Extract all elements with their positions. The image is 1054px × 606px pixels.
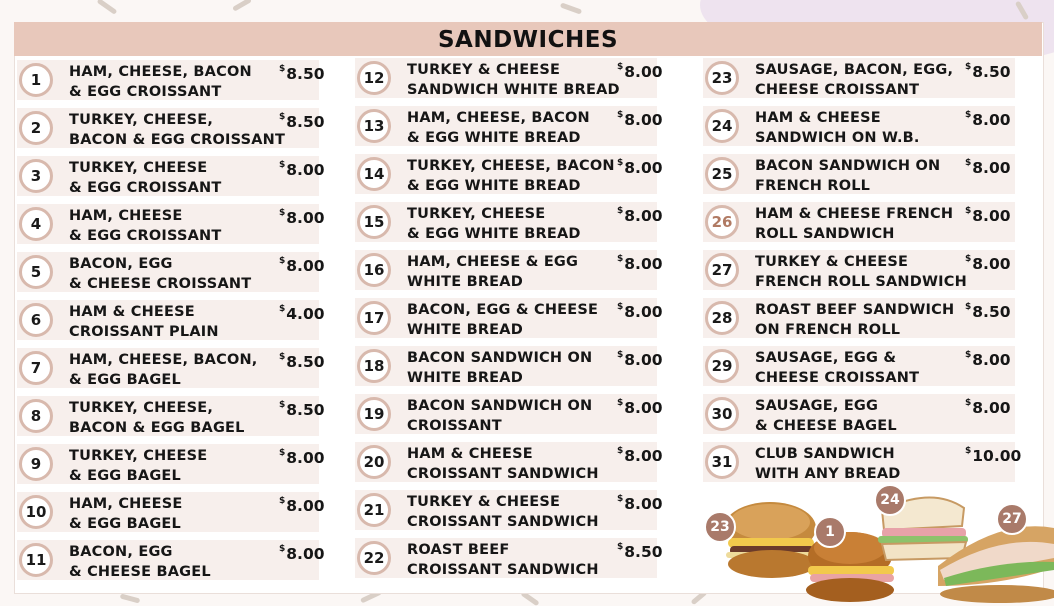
item-name: BACON SANDWICH ON WHITE BREAD — [407, 350, 593, 386]
menu-item — [355, 250, 663, 290]
menu-item — [703, 250, 1015, 290]
menu-item — [17, 204, 325, 244]
price-value: 8.00 — [624, 159, 663, 177]
price-value: 8.00 — [286, 209, 325, 227]
menu-item — [355, 394, 663, 434]
item-price — [279, 448, 325, 467]
menu-item — [17, 492, 325, 532]
section-title: SANDWICHES — [437, 27, 619, 53]
price-value: 8.00 — [624, 399, 663, 417]
currency-symbol: $ — [279, 64, 286, 74]
currency-symbol: $ — [279, 208, 286, 218]
item-number: 7 — [19, 351, 53, 385]
menu-item — [355, 346, 663, 386]
item-number: 3 — [19, 159, 53, 193]
item-name: TURKEY & CHEESE SANDWICH WHITE BREAD — [407, 62, 620, 98]
item-number: 21 — [357, 493, 391, 527]
menu-item — [17, 444, 325, 484]
section-header — [14, 22, 1042, 56]
currency-symbol: $ — [279, 448, 286, 458]
price-value: 8.00 — [972, 207, 1011, 225]
item-price — [617, 446, 663, 465]
item-number: 6 — [19, 303, 53, 337]
menu-item — [355, 490, 663, 530]
item-name: HAM & CHEESE CROISSANT SANDWICH — [407, 446, 599, 482]
item-price — [279, 112, 325, 131]
sprinkle-decoration — [560, 2, 582, 14]
price-value: 8.50 — [972, 63, 1011, 81]
item-number: 13 — [357, 109, 391, 143]
currency-symbol: $ — [965, 254, 972, 264]
item-price — [617, 62, 663, 81]
currency-symbol: $ — [279, 400, 286, 410]
item-name: TURKEY, CHEESE, BACON & EGG CROISSANT — [69, 112, 286, 148]
item-name: CLUB SANDWICH WITH ANY BREAD — [755, 446, 901, 482]
item-price — [617, 350, 663, 369]
item-number: 26 — [705, 205, 739, 239]
currency-symbol: $ — [617, 494, 624, 504]
item-name: HAM & CHEESE SANDWICH ON W.B. — [755, 110, 920, 146]
item-number: 17 — [357, 301, 391, 335]
sandwich-23-photo — [724, 502, 816, 578]
item-price — [617, 206, 663, 225]
currency-symbol: $ — [279, 304, 286, 314]
item-price — [965, 398, 1011, 417]
photo-badge-23: 23 — [704, 511, 736, 543]
item-number: 19 — [357, 397, 391, 431]
item-number: 5 — [19, 255, 53, 289]
item-name: HAM, CHEESE, BACON & EGG WHITE BREAD — [407, 110, 590, 146]
item-name: BACON, EGG & CHEESE WHITE BREAD — [407, 302, 599, 338]
item-price — [279, 400, 325, 419]
item-name: SAUSAGE, BACON, EGG, CHEESE CROISSANT — [755, 62, 954, 98]
item-price — [965, 206, 1011, 225]
item-name: HAM, CHEESE & EGG WHITE BREAD — [407, 254, 579, 290]
item-name: ROAST BEEF SANDWICH ON FRENCH ROLL — [755, 302, 955, 338]
item-number: 27 — [705, 253, 739, 287]
item-number: 20 — [357, 445, 391, 479]
price-value: 8.00 — [624, 351, 663, 369]
menu-item — [355, 442, 663, 482]
currency-symbol: $ — [965, 398, 972, 408]
item-price — [965, 110, 1011, 129]
item-number: 11 — [19, 543, 53, 577]
price-value: 8.00 — [624, 255, 663, 273]
item-name: HAM & CHEESE FRENCH ROLL SANDWICH — [755, 206, 954, 242]
currency-symbol: $ — [617, 110, 624, 120]
item-name: BACON SANDWICH ON CROISSANT — [407, 398, 593, 434]
item-number: 8 — [19, 399, 53, 433]
currency-symbol: $ — [617, 446, 624, 456]
menu-item — [17, 60, 325, 100]
item-price — [279, 304, 325, 323]
menu-item — [17, 348, 325, 388]
item-price — [617, 110, 663, 129]
item-price — [279, 208, 325, 227]
menu-item — [17, 252, 325, 292]
item-price — [617, 542, 663, 561]
price-value: 8.00 — [972, 399, 1011, 417]
price-value: 8.00 — [972, 255, 1011, 273]
item-number: 31 — [705, 445, 739, 479]
currency-symbol: $ — [279, 160, 286, 170]
item-number: 15 — [357, 205, 391, 239]
menu-item — [703, 106, 1015, 146]
menu-item — [703, 394, 1015, 434]
item-number: 9 — [19, 447, 53, 481]
item-name: HAM, CHEESE, BACON, & EGG BAGEL — [69, 352, 258, 388]
price-value: 8.50 — [624, 543, 663, 561]
currency-symbol: $ — [279, 256, 286, 266]
menu-item — [703, 298, 1015, 338]
currency-symbol: $ — [279, 544, 286, 554]
item-name: BACON SANDWICH ON FRENCH ROLL — [755, 158, 941, 194]
menu-item — [355, 298, 663, 338]
price-value: 8.50 — [286, 65, 325, 83]
menu-item — [703, 346, 1015, 386]
item-price — [617, 158, 663, 177]
price-value: 8.00 — [972, 351, 1011, 369]
menu-item — [17, 396, 325, 436]
item-price — [965, 62, 1011, 81]
price-value: 8.00 — [286, 257, 325, 275]
currency-symbol: $ — [965, 110, 972, 120]
photo-badge-24: 24 — [874, 484, 906, 516]
price-value: 8.00 — [286, 545, 325, 563]
price-value: 8.00 — [972, 111, 1011, 129]
item-name: HAM, CHEESE, BACON & EGG CROISSANT — [69, 64, 252, 100]
item-name: BACON, EGG & CHEESE BAGEL — [69, 544, 211, 580]
item-number: 12 — [357, 61, 391, 95]
menu-item — [17, 108, 325, 148]
menu-item — [703, 58, 1015, 98]
item-price — [617, 398, 663, 417]
item-number: 18 — [357, 349, 391, 383]
currency-symbol: $ — [965, 62, 972, 72]
currency-symbol: $ — [617, 158, 624, 168]
currency-symbol: $ — [965, 206, 972, 216]
currency-symbol: $ — [965, 446, 972, 456]
item-name: SAUSAGE, EGG & CHEESE BAGEL — [755, 398, 897, 434]
item-name: TURKEY, CHEESE, BACON & EGG BAGEL — [69, 400, 245, 436]
item-price — [279, 64, 325, 83]
item-name: TURKEY & CHEESE FRENCH ROLL SANDWICH — [755, 254, 967, 290]
menu-item — [17, 540, 325, 580]
item-price — [617, 254, 663, 273]
menu-item — [355, 538, 663, 578]
price-value: 4.00 — [286, 305, 325, 323]
sprinkle-decoration — [97, 0, 118, 15]
item-name: SAUSAGE, EGG & CHEESE CROISSANT — [755, 350, 920, 386]
item-price — [965, 350, 1011, 369]
currency-symbol: $ — [279, 496, 286, 506]
sprinkle-decoration — [232, 0, 252, 12]
price-value: 8.00 — [972, 159, 1011, 177]
menu-item — [355, 154, 663, 194]
item-number: 16 — [357, 253, 391, 287]
photo-badge-27: 27 — [996, 503, 1028, 535]
currency-symbol: $ — [965, 350, 972, 360]
currency-symbol: $ — [617, 254, 624, 264]
price-value: 8.00 — [624, 303, 663, 321]
currency-symbol: $ — [617, 350, 624, 360]
currency-symbol: $ — [279, 112, 286, 122]
menu-item — [703, 154, 1015, 194]
item-number: 2 — [19, 111, 53, 145]
item-number: 28 — [705, 301, 739, 335]
price-value: 8.00 — [624, 495, 663, 513]
item-name: HAM, CHEESE & EGG CROISSANT — [69, 208, 222, 244]
menu-item — [355, 106, 663, 146]
currency-symbol: $ — [617, 542, 624, 552]
price-value: 8.00 — [286, 449, 325, 467]
item-price — [279, 496, 325, 515]
photo-badge-1: 1 — [814, 516, 846, 548]
menu-item — [17, 300, 325, 340]
currency-symbol: $ — [965, 302, 972, 312]
price-value: 8.00 — [624, 207, 663, 225]
item-price — [279, 544, 325, 563]
currency-symbol: $ — [617, 302, 624, 312]
item-name: TURKEY, CHEESE, BACON & EGG WHITE BREAD — [407, 158, 615, 194]
item-number: 24 — [705, 109, 739, 143]
item-price — [279, 352, 325, 371]
menu-item — [355, 202, 663, 242]
item-price — [279, 256, 325, 275]
item-price — [965, 158, 1011, 177]
item-name: HAM & CHEESE CROISSANT PLAIN — [69, 304, 219, 340]
price-value: 8.00 — [286, 161, 325, 179]
item-name: TURKEY, CHEESE & EGG CROISSANT — [69, 160, 222, 196]
item-number: 4 — [19, 207, 53, 241]
item-name: TURKEY & CHEESE CROISSANT SANDWICH — [407, 494, 599, 530]
price-value: 8.50 — [286, 113, 325, 131]
item-price — [617, 302, 663, 321]
price-value: 8.00 — [286, 497, 325, 515]
item-number: 30 — [705, 397, 739, 431]
item-number: 14 — [357, 157, 391, 191]
currency-symbol: $ — [617, 62, 624, 72]
item-number: 23 — [705, 61, 739, 95]
item-number: 10 — [19, 495, 53, 529]
price-value: 8.50 — [286, 353, 325, 371]
sprinkle-decoration — [120, 593, 141, 603]
price-value: 10.00 — [972, 447, 1022, 465]
menu-item — [703, 202, 1015, 242]
price-value: 8.50 — [972, 303, 1011, 321]
item-number: 29 — [705, 349, 739, 383]
menu-item — [355, 58, 663, 98]
item-price — [965, 446, 1021, 465]
item-price — [617, 494, 663, 513]
item-price — [279, 160, 325, 179]
menu-item — [17, 156, 325, 196]
price-value: 8.00 — [624, 63, 663, 81]
item-name: HAM, CHEESE & EGG BAGEL — [69, 496, 183, 532]
item-number: 1 — [19, 63, 53, 97]
currency-symbol: $ — [617, 206, 624, 216]
item-name: ROAST BEEF CROISSANT SANDWICH — [407, 542, 599, 578]
currency-symbol: $ — [965, 158, 972, 168]
item-name: TURKEY, CHEESE & EGG WHITE BREAD — [407, 206, 581, 242]
currency-symbol: $ — [279, 352, 286, 362]
item-number: 22 — [357, 541, 391, 575]
item-name: TURKEY, CHEESE & EGG BAGEL — [69, 448, 208, 484]
item-name: BACON, EGG & CHEESE CROISSANT — [69, 256, 252, 292]
price-value: 8.50 — [286, 401, 325, 419]
item-number: 25 — [705, 157, 739, 191]
price-value: 8.00 — [624, 447, 663, 465]
currency-symbol: $ — [617, 398, 624, 408]
item-price — [965, 302, 1011, 321]
price-value: 8.00 — [624, 111, 663, 129]
menu-item — [703, 442, 1022, 482]
item-price — [965, 254, 1011, 273]
